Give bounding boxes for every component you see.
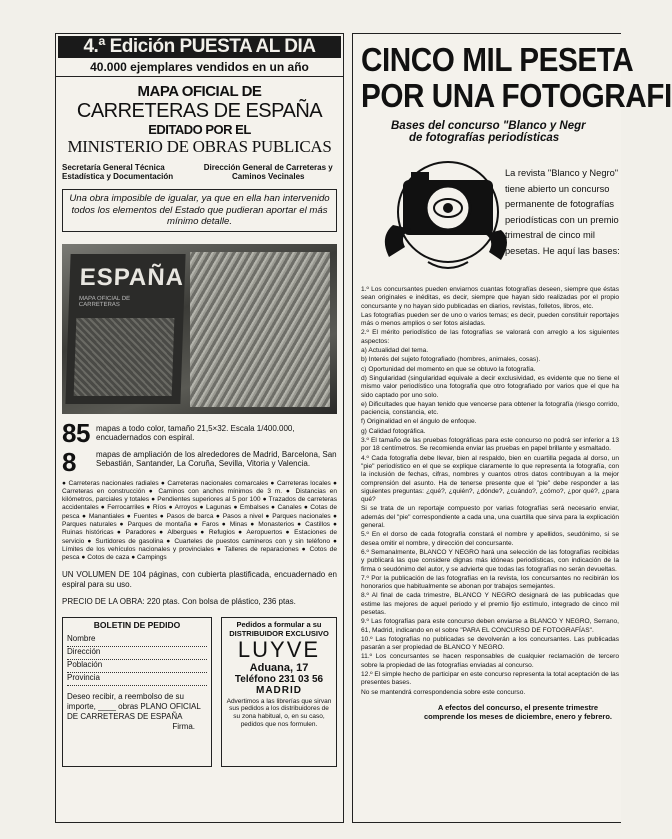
title-line-1: MAPA OFICIAL DE	[137, 83, 262, 100]
order-form-body: Deseo recibir, a reembolso de su importe, ____ obras PLANO OFICIAL DE CARRETERAS DE ESPAÑA	[67, 691, 201, 721]
title-line-3: EDITADO POR EL	[148, 122, 251, 137]
book-cover-subtitle: MAPA OFICIAL DE CARRETERAS	[78, 295, 131, 308]
stat-85-number: 85	[62, 417, 90, 448]
book-cover	[65, 254, 185, 404]
distributor-city: MADRID	[256, 684, 302, 696]
tagline-box: Una obra imposible de igualar, ya que en ella han intervenido todos los elementos del Estado que pudieran aportar el más mínimo detalle.	[62, 189, 337, 232]
price-text: PRECIO DE LA OBRA: 220 ptas. Con bolsa de plástico, 236 ptas.	[62, 597, 296, 607]
book-photo	[62, 244, 337, 414]
order-field-address[interactable]: Dirección	[67, 647, 207, 660]
rule-paragraph: 6.º Semanalmente, BLANCO Y NEGRO hará una selección de las fotografías recibidas y publicará las que considere dignas más idóneas periodísticas, con indicación de la firma o seudónimo del autor, y se advierte que todas las fotografías no serán devueltas.	[361, 548, 619, 573]
distributor-box	[221, 617, 337, 767]
stat-8-text: mapas de ampliación de los alrededores de Madrid, Barcelona, San Sebastián, Santander, La Coruña, Sevilla, Vitoria y Valencia.	[96, 449, 337, 468]
contest-closing: A efectos del concurso, el presente trimestre comprende los meses de diciembre, enero y febrero.	[424, 702, 612, 721]
credit-left: Secretaría General Técnica Estadística y Documentación	[62, 163, 174, 181]
distributor-intro: Pedidos a formular a su DISTRIBUIDOR EXCLUSIVO	[229, 619, 329, 638]
rule-paragraph: No se mantendrá correspondencia sobre este concurso.	[361, 688, 526, 696]
contest-rules	[361, 286, 619, 697]
stat-8-row	[62, 446, 337, 477]
title-line-2: CARRETERAS DE ESPAÑA	[76, 100, 323, 122]
order-form	[62, 617, 212, 767]
rule-paragraph: 3.º El tamaño de las pruebas fotográficas para este concurso no podrá ser inferior a 13 por 18 centímetros. Se recomienda enviar las pruebas en papel brillante y esmaltado.	[361, 437, 619, 453]
bottom-row	[62, 617, 337, 767]
map-title-block	[56, 83, 343, 156]
rule-paragraph: 2.º El mérito periodístico de las fotografías se valorará con arreglo a los siguientes aspectos:	[361, 329, 619, 345]
rule-paragraph: 8.º Al final de cada trimestre, BLANCO Y NEGRO designará de las publicadas que estime las mejores de aquel periodo y el premio fijo estímulo, integrado de cinco mil pesetas.	[361, 592, 619, 616]
rule-paragraph: 5.º En el dorso de cada fotografía constará el nombre y apellidos, seudónimo, si se desea omitir el nombre, y dirección del concursante.	[361, 531, 619, 547]
rule-paragraph: 11.º Los concursantes se hacen responsables de cualquier reclamación de tercero sobre la propiedad de las fotografías enviadas al concurso.	[361, 653, 619, 669]
book-open-pages	[190, 252, 330, 407]
rule-paragraph: g) Calidad fotográfica.	[361, 427, 426, 435]
rule-paragraph: Las fotografías pueden ser de uno o varios temas; es decir, pueden constituir reportajes más o menos amplios o ser fotos aisladas.	[361, 311, 619, 328]
copies-sold-text: 40.000 ejemplares vendidos en un año	[56, 60, 343, 77]
stat-85-text: mapas a todo color, tamaño 21,5×32. Escala 1/400.000, encuadernados con espiral.	[96, 423, 295, 442]
features-list: ● Carreteras nacionales radiales ● Carreteras nacionales comarcales ● Carreteras locales ● Carreteras en construcción ● Caminos con anchos mínimos de 3 m. ● Distancias en kilómetros, parciales y totales ● Pendientes superiores al 5 por 100 ● Trazados de carreteras accidentales ● Ferrocarriles ● Ríos ● Arroyos ● Lagunas ● Embalses ● Canales ● Cotas de pesca ● Manantiales ● Fuentes ● Pasos de barca ● Pasos a nivel ● Parques nacionales ● Parques naturales ● Parques de montaña ● Faros ● Minas ● Monasterios ● Castillos ● Ruinas históricas ● Paradores ● Albergues ● Refugios ● Aeropuertos ● Estaciones de servicio ● Surtidores de gasolina ● Cuarteles de puestos camineros con y sin teléfono ● Límites de los vehículos nacionales y provinciales ● Talleres de reparaciones ● Cotos de pesca ● Cotos de caza ● Campings	[62, 479, 337, 562]
distributor-address: Aduana, 17	[249, 661, 309, 674]
book-cover-title: ESPAÑA	[79, 263, 185, 291]
contest-intro: La revista "Blanco y Negro" tiene abierto un concurso permanente de fotografías periodísticas con un premio trimestral de cinco mil pesetas. He aquí las bases:	[505, 168, 620, 256]
contest-subheadline-1: Bases del concurso "Blanco y Negr	[391, 120, 586, 132]
rule-paragraph: 4.º Cada fotografía debe llevar, bien al respaldo, bien en cuartilla pegada al dorso, un "pie" periodístico en el que se explique claramente lo que representa la fotografía, con la inclusión de fechas, cifras, nombres y cuantos otros datos contribuyan a la mejor comprensión del asunto. Ha de tenerse presente que el "pie" debe responder a las siguientes preguntas: ¿qué?, ¿quién?, ¿dónde?, ¿cuándo?, ¿cómo?, ¿por qué?, ¿para qué?	[361, 454, 619, 504]
rule-paragraph: d) Singularidad (singularidad equivale a decir exclusividad, es evidente que no tiene el mismo valor periodístico una fotografía que otro fotografiado por varios que el que ha sido captado por uno solo.	[361, 374, 619, 399]
contest-headline-2: POR UNA FOTOGRAFI	[361, 77, 672, 114]
stat-8-number: 8	[62, 446, 76, 477]
order-form-title: BOLETIN DE PEDIDO	[93, 619, 181, 630]
rule-paragraph: c) Oportunidad del momento en que se obtuvo la fotografía.	[361, 365, 536, 373]
rule-paragraph: a) Actualidad del tema.	[361, 347, 429, 355]
title-line-4: MINISTERIO DE OBRAS PUBLICAS	[67, 137, 332, 156]
contest-headline-1: CINCO MIL PESETA	[361, 41, 634, 78]
rule-paragraph: f) Originalidad en el ángulo de enfoque.	[361, 418, 477, 426]
credits-row	[62, 163, 337, 181]
rule-paragraph: b) Interés del sujeto fotografiado (hombres, animales, cosas).	[361, 356, 541, 364]
book-cover-map	[74, 318, 175, 396]
rule-paragraph: 12.º El simple hecho de participar en este concurso representa la total aceptación de las presentes bases.	[361, 671, 619, 687]
stat-85-row	[62, 417, 337, 448]
volume-text: UN VOLUMEN DE 104 páginas, con cubierta plastificada, encuadernado en espiral para su uso.	[62, 570, 337, 589]
rule-paragraph: 10.º Las fotografías no publicadas se devolverán a los concursantes. Las publicadas pasarán a ser propiedad de BLANCO Y NEGRO.	[361, 635, 619, 652]
contest-subheadline-2: de fotografías periodísticas	[409, 132, 560, 144]
order-field-province[interactable]: Provincia	[67, 673, 207, 686]
edition-banner: 4.ª Edición PUESTA AL DIA	[58, 36, 341, 58]
rule-paragraph: e) Dificultades que hayan tenido que vencerse para obtener la fotografía (riesgo corrido, paciencia, constancia, etc.	[361, 400, 619, 417]
order-field-town[interactable]: Población	[67, 660, 207, 673]
order-field-name[interactable]: Nombre	[67, 634, 207, 647]
distributor-phone: Teléfono 231 03 56	[234, 673, 324, 685]
distributor-name: LUYVE	[237, 636, 321, 662]
credit-right: Dirección General de Carreteras y Caminos Vecinales	[203, 163, 333, 181]
rule-paragraph: 1.º Los concursantes pueden enviarnos cuantas fotografías deseen, siempre que éstas sean originales e inéditas, es decir, siempre que hayan sido realizadas por el propio concursante y no hayan sido publicadas en diarios, revistas, folletos, libros, etc.	[361, 286, 619, 310]
rule-paragraph: 7.º Por la publicación de las fotografías en la revista, los concursantes no recibirán los honorarios que habitualmente se abonan por trabajos semejantes.	[361, 574, 619, 591]
photographer-illustration	[373, 150, 519, 280]
rule-paragraph: 9.º Las fotografías para este concurso deben enviarse a BLANCO Y NEGRO, Serrano, 61, Madrid, indicando en el sobre "PARA EL CONCURSO DE FOTOGRAFÍAS".	[361, 618, 619, 634]
photographer-illustration-row	[353, 148, 621, 282]
road-map-advertisement	[55, 33, 344, 823]
photo-contest-advertisement	[352, 33, 672, 823]
rule-paragraph: Si se trata de un reportaje compuesto por varias fotografías será necesario enviar, además del "pie" correspondiente a cada una, una cuartilla que sirva para la explicación general.	[361, 505, 619, 530]
distributor-note: Advertimos a las librerías que sirvan sus pedidos a los distribuidores de su zona habitual, o, en su caso, pedidos que nos formulen.	[226, 697, 332, 729]
order-form-signature: Firma.	[172, 721, 195, 731]
